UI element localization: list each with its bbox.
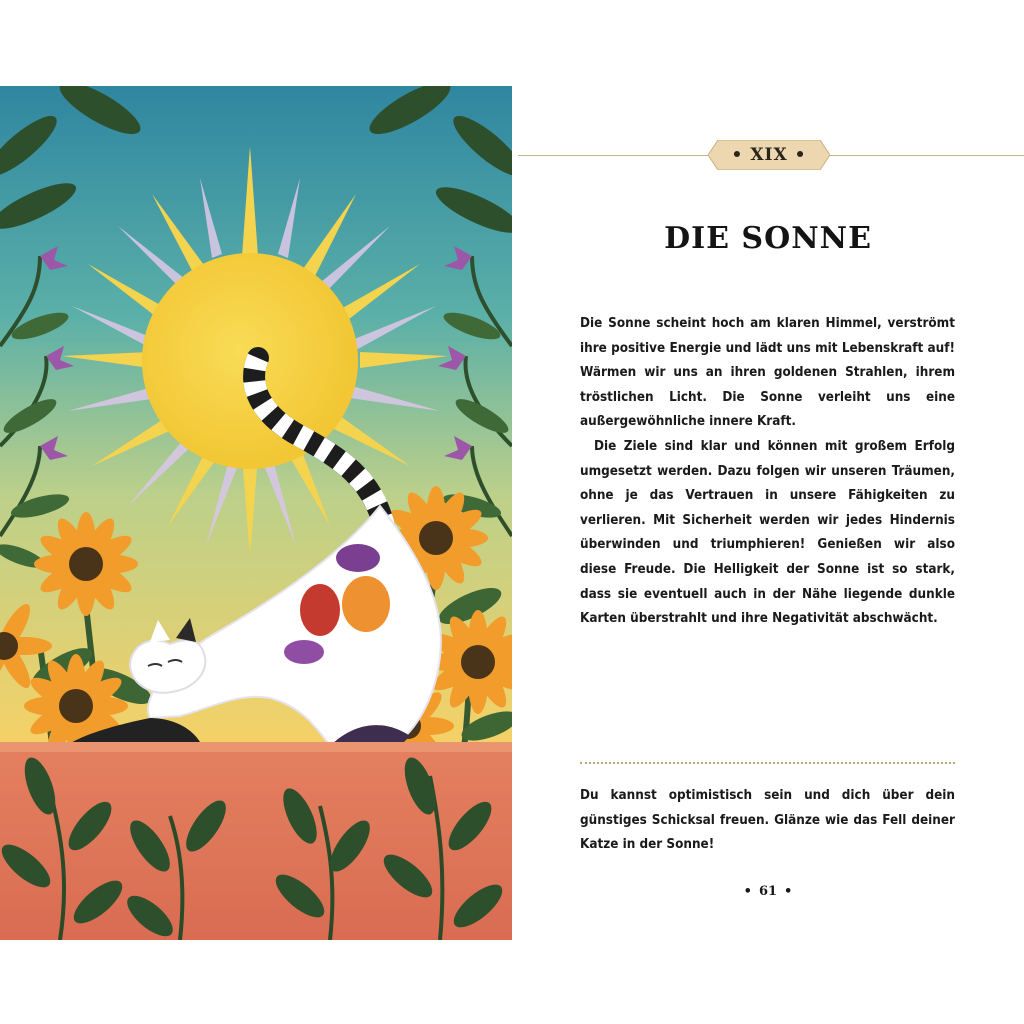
page-number-dot-right: • xyxy=(784,884,793,899)
cat-patch-orange xyxy=(342,576,390,632)
card-numeral xyxy=(708,140,830,170)
page-number-value: 61 xyxy=(758,884,778,899)
sun-card-illustration xyxy=(0,86,512,940)
dotted-divider xyxy=(580,762,955,764)
cat-patch-purple xyxy=(336,544,380,572)
illustration-canvas xyxy=(0,86,512,940)
description-paragraph-1: Die Sonne scheint hoch am klaren Himmel, verströmt ihre positive Energie und lädt uns mit Lebenskraft auf! Wärmen wir uns an ihren goldenen Strahlen, ihrem tröstlichen Licht. Die Sonne verleiht uns eine außergewöhnliche innere Kraft. xyxy=(580,316,955,430)
card-summary: Du kannst optimistisch sein und dich über dein günstiges Schicksal freuen. Glänze wie das Fell deiner Katze in der Sonne! xyxy=(580,788,955,853)
card-title: DIE SONNE xyxy=(664,221,872,256)
card-description xyxy=(580,312,955,632)
page-number xyxy=(512,884,1024,899)
wall-top-edge xyxy=(0,742,512,752)
card-numeral-value: XIX xyxy=(750,145,788,165)
card-numeral-badge xyxy=(708,140,830,170)
numeral-dot-left: • xyxy=(731,145,744,165)
text-page xyxy=(512,86,1024,940)
numeral-dot-right: • xyxy=(794,145,807,165)
cat-patch-red xyxy=(300,584,340,636)
page-number-dot-left: • xyxy=(743,884,752,899)
description-paragraph-2: Die Ziele sind klar und können mit großem Erfolg umgesetzt werden. Dazu folgen wir unseren Träumen, ohne je das Vertrauen in unsere Fähigkeiten zu verlieren. Mit Sicherheit werden wir jedes Hindernis überwinden und triumphieren! Genießen wir also diese Freude. Die Helligkeit der Sonne ist so stark, dass sie eventuell auch in der Nähe liegende dunkle Karten überstrahlt und ihre Negativität abschwächt. xyxy=(580,438,955,627)
cat-patch-purple-small xyxy=(284,640,324,664)
